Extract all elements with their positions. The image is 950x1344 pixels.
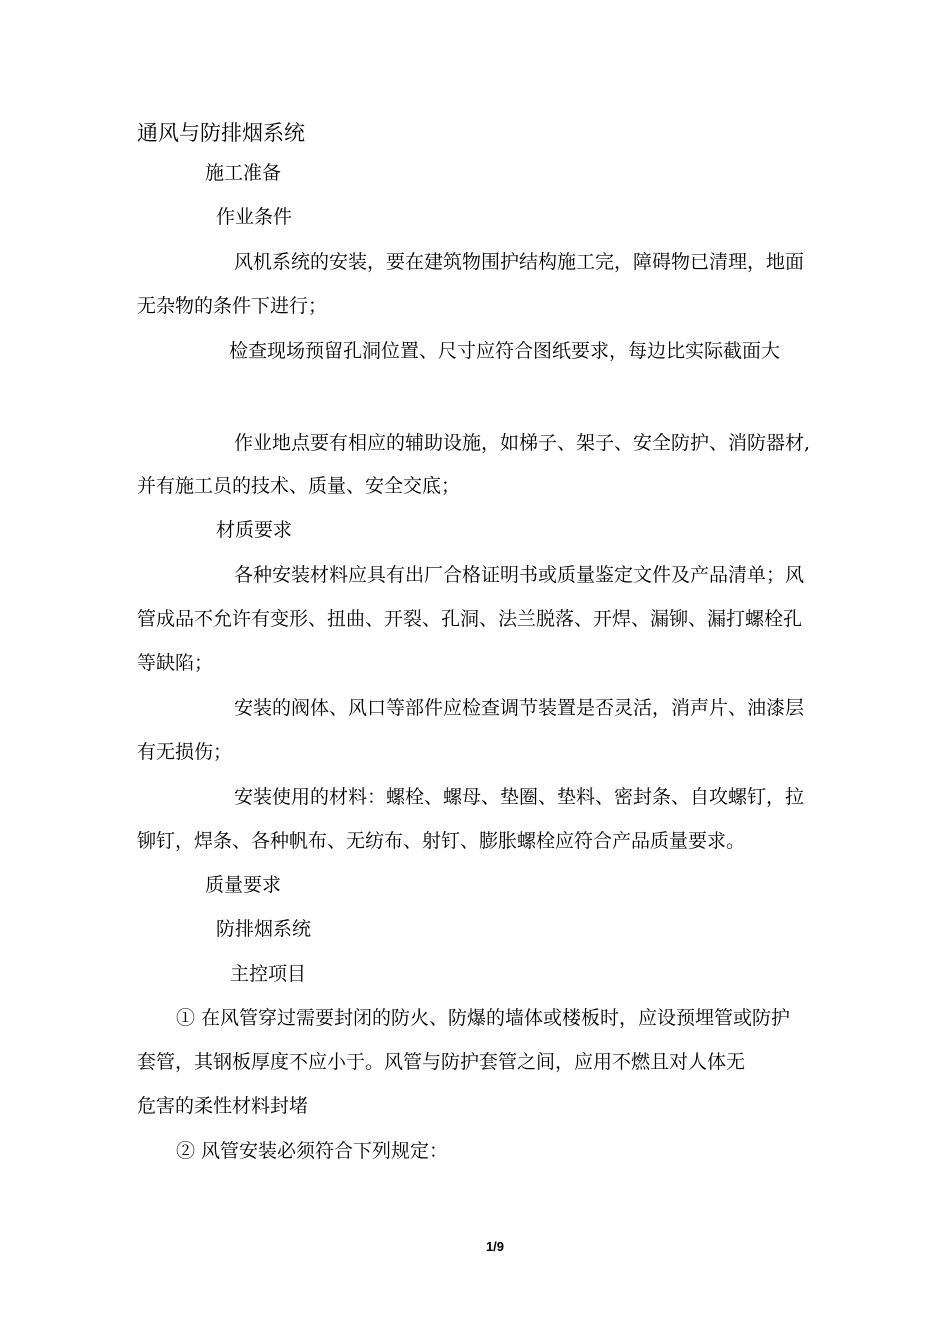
subheading-smoke-system: 防排烟系统 [216, 918, 312, 940]
paragraph-line: 管成品不允许有变形、扭曲、开裂、孔洞、法兰脱落、开焊、漏铆、漏打螺栓孔 [137, 608, 803, 630]
subheading-work-conditions: 作业条件 [216, 206, 293, 228]
list-item-line: ② 风管安装必须符合下列规定： [176, 1140, 449, 1162]
paragraph-line: 作业地点要有相应的辅助设施，如梯子、架子、安全防护、消防器材, [234, 432, 811, 454]
paragraph-line: 安装的阀体、风口等部件应检查调节装置是否灵活，消声片、油漆层 [234, 697, 805, 719]
paragraph-line: 无杂物的条件下进行； [137, 295, 328, 317]
list-item-line: 套管，其钢板厚度不应小于。风管与防护套管之间，应用不燃且对人体无 [137, 1051, 746, 1073]
subheading-materials: 材质要求 [216, 519, 293, 541]
subheading-quality: 质量要求 [205, 874, 282, 896]
list-item-line: 危害的柔性材料封堵 [137, 1095, 309, 1117]
subheading-main-items: 主控项目 [230, 963, 307, 985]
paragraph-line: 等缺陷； [137, 652, 214, 674]
paragraph-line: 铆钉，焊条、各种帆布、无纺布、射钉、膨胀螺栓应符合产品质量要求。 [137, 830, 746, 852]
page-number: 1/9 [485, 1239, 505, 1254]
paragraph-line: 有无损伤； [137, 741, 233, 763]
paragraph-line: 风机系统的安装，要在建筑物围护结构施工完，障碍物已清理，地面 [234, 251, 805, 273]
paragraph-line: 安装使用的材料：螺栓、螺母、垫圈、垫料、密封条、自攻螺钉，拉 [234, 786, 805, 808]
paragraph-line: 并有施工员的技术、质量、安全交底； [137, 475, 461, 497]
list-item-line: ① 在风管穿过需要封闭的防火、防爆的墙体或楼板时，应设预埋管或防护 [176, 1007, 791, 1029]
section-heading: 施工准备 [205, 162, 282, 184]
paragraph-line: 检查现场预留孔洞位置、尺寸应符合图纸要求，每边比实际截面大 [229, 340, 781, 362]
document-title: 通风与防排烟系统 [137, 121, 305, 145]
paragraph-line: 各种安装材料应具有出厂合格证明书或质量鉴定文件及产品清单；风 [234, 564, 805, 586]
